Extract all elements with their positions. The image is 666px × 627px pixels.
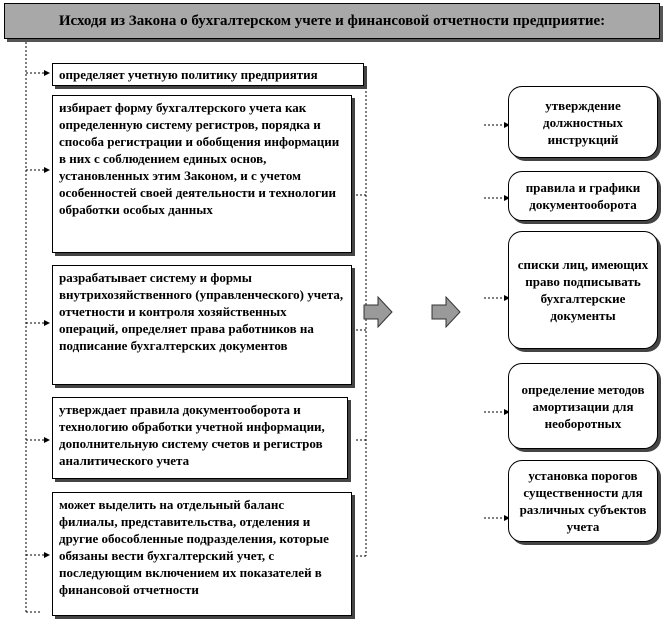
- right-item-text: утверждение должностных инструкций: [543, 97, 623, 147]
- right-item-text: правила и графики документооборота: [525, 180, 641, 212]
- right-item-text: определение методов амортизации для необоротных: [521, 381, 645, 431]
- arrow-right-icon: [430, 295, 462, 329]
- right-item-text: установка порогов существенности для различных субъектов учета: [519, 468, 647, 534]
- arrow-right-icon: [362, 295, 394, 329]
- left-item: [52, 492, 352, 616]
- left-item: [52, 265, 352, 385]
- right-item: [508, 460, 658, 542]
- left-item-text: избирает форму бухгалтерского учета как определенную систему регистров, порядка и способа регистрации и обобщения информации в них с соблюдением единых основ, установленных этим Законом, и с учетом особенностей своей деятельности и технологии обработки особых данных: [59, 100, 340, 217]
- right-item: [508, 363, 658, 449]
- right-item: [508, 86, 658, 158]
- left-item: [52, 63, 364, 86]
- left-item-text: может выделить на отдельный баланс филиалы, представительства, отделения и другие обособленные подразделения, которые обязаны вести бухгалтерский учет, с последующим включением их показателей в финансовой отчетности: [59, 497, 329, 597]
- left-item: [52, 95, 352, 253]
- left-item: [52, 397, 348, 479]
- left-item-text: утверждает правила документооборота и технологию обработки учетной информации, дополнительную систему счетов и регистров аналитического учета: [59, 402, 325, 468]
- diagram-title: Исходя из Закона о бухгалтерском учете и финансовой отчетности предприятие:: [4, 3, 660, 39]
- right-item: [508, 231, 658, 349]
- left-item-text: определяет учетную политику предприятия: [59, 67, 318, 82]
- right-item: [508, 171, 658, 221]
- right-item-text: списки лиц, имеющих право подписывать бухгалтерские документы: [517, 257, 649, 323]
- left-item-text: разрабатывает систему и формы внутрихозяйственного (управленческого) учета, отчетности и контроля хозяйственных операций, определяет права работников на подписание бухгалтерских документов: [59, 270, 344, 353]
